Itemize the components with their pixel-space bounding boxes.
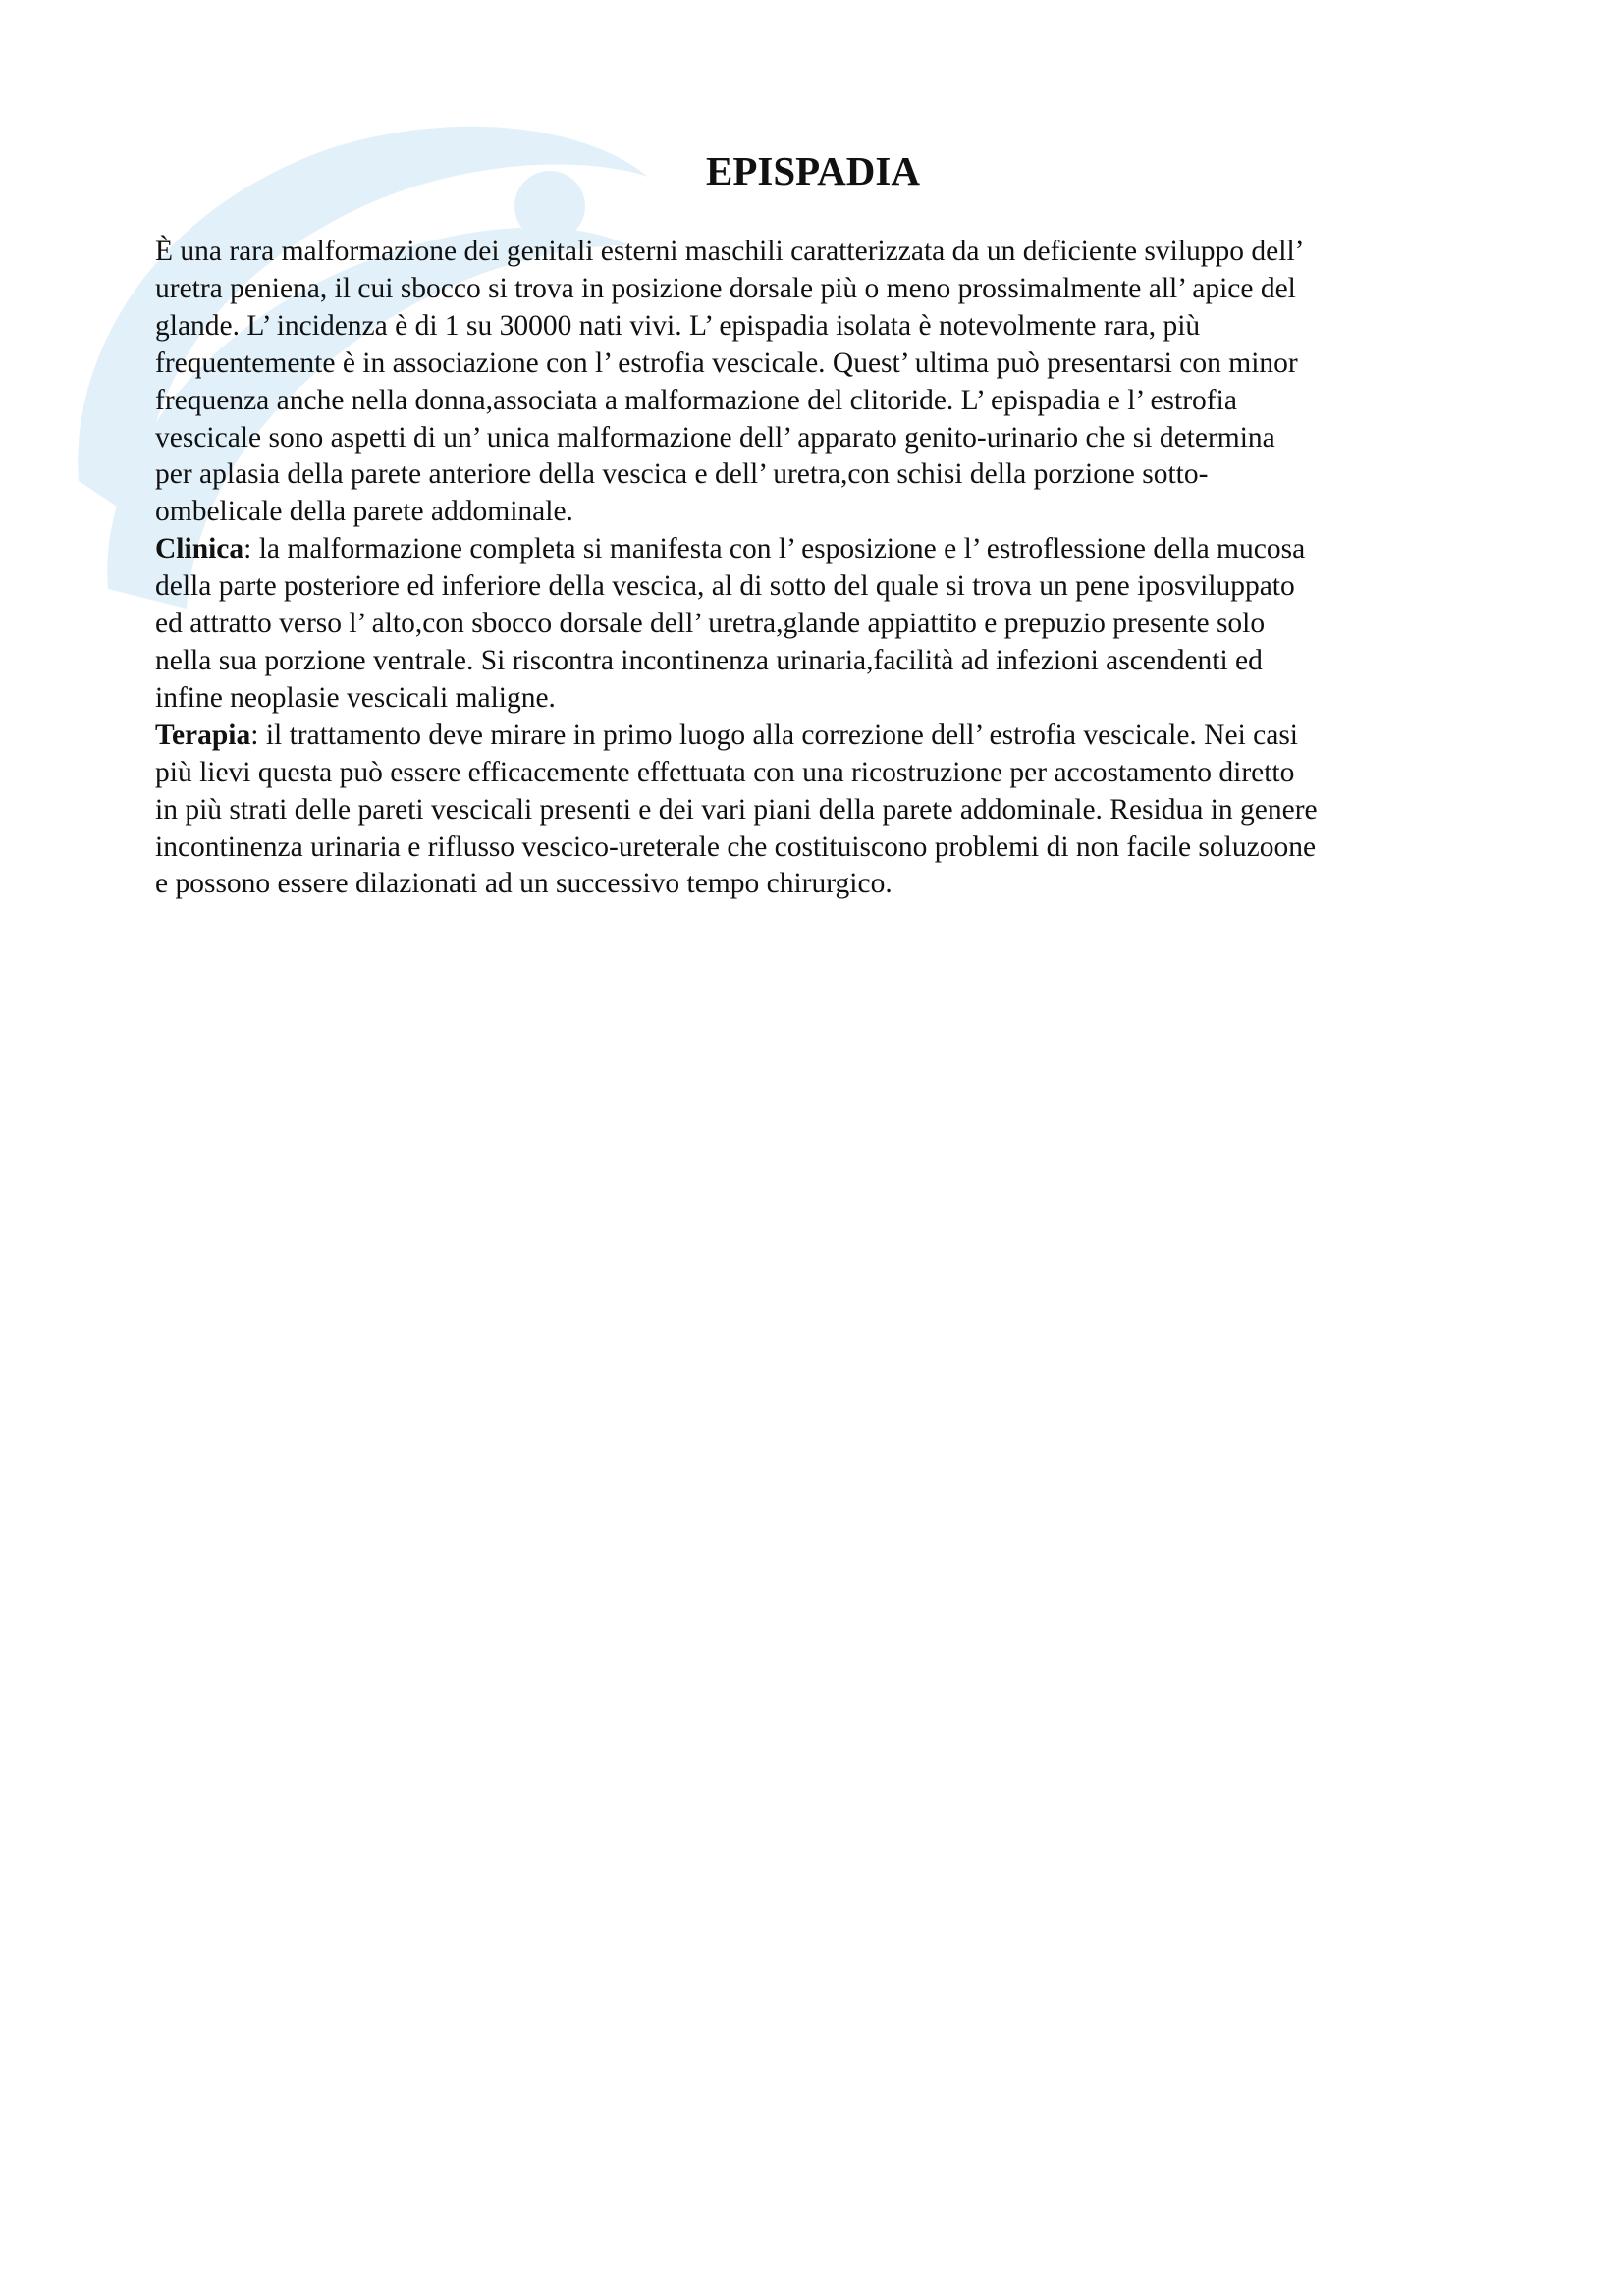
clinica-paragraph [155, 531, 1479, 718]
text-line: uretra peniena, il cui sbocco si trova in posizione dorsale più o meno prossimalmente all’ apice del [155, 272, 1296, 304]
text-line: È una rara malformazione dei genitali esterni maschili caratterizzata da un deficiente sviluppo dell’ [155, 236, 1305, 267]
text-line: della parte posteriore ed inferiore della vescica, al di sotto del quale si trova un pene iposviluppato [155, 570, 1295, 603]
text-line: frequentemente è in associazione con l’ estrofia vescicale. Quest’ ultima può presentarsi con minor [155, 347, 1298, 379]
text-line: vescicale sono aspetti di un’ unica malformazione dell’ apparato genito-urinario che si determina [155, 421, 1275, 454]
text-line: in più strati delle pareti vescicali presenti e dei vari piani della parete addominale. Residua in genere [155, 793, 1318, 826]
document-title: EPISPADIA [706, 148, 920, 193]
text-line: incontinenza urinaria e riflusso vescico-ureterale che costituiscono problemi di non facile soluzoone [155, 830, 1317, 863]
text-line: frequenza anche nella donna,associata a malformazione del clitoride. L’ epispadia e l’ estrofia [155, 384, 1237, 416]
text-line: e possono essere dilazionati ad un successivo tempo chirurgico. [155, 868, 893, 900]
text-line: per aplasia della parete anteriore della vescica e dell’ uretra,con schisi della porzione sotto- [155, 458, 1209, 491]
terapia-label: Terapia [155, 719, 251, 751]
document-body [155, 234, 1479, 903]
text-line: nella sua porzione ventrale. Si riscontra incontinenza urinaria,facilità ad infezioni ascendenti ed [155, 644, 1263, 676]
intro-paragraph [155, 234, 1479, 531]
text-line: glande. L’ incidenza è di 1 su 30000 nati vivi. L’ epispadia isolata è notevolmente rara, più [155, 309, 1201, 342]
text-line [155, 718, 1479, 755]
text-line: ombelicale della parete addominale. [155, 496, 573, 528]
clinica-label: Clinica [155, 533, 244, 565]
text-line: infine neoplasie vescicali maligne. [155, 681, 556, 714]
clinica-first-line: : la malformazione completa si manifesta con l’ esposizione e l’ estroflessione della mucosa [243, 533, 1306, 565]
text-line [155, 531, 1479, 568]
terapia-first-line: : il trattamento deve mirare in primo luogo alla correzione dell’ estrofia vescicale. Nei casi [250, 719, 1299, 751]
text-line: più lievi questa può essere efficacemente effettuata con una ricostruzione per accostamento diretto [155, 756, 1295, 788]
text-line: ed attratto verso l’ alto,con sbocco dorsale dell’ uretra,glande appiattito e prepuzio presente solo [155, 608, 1266, 640]
terapia-paragraph [155, 718, 1479, 904]
